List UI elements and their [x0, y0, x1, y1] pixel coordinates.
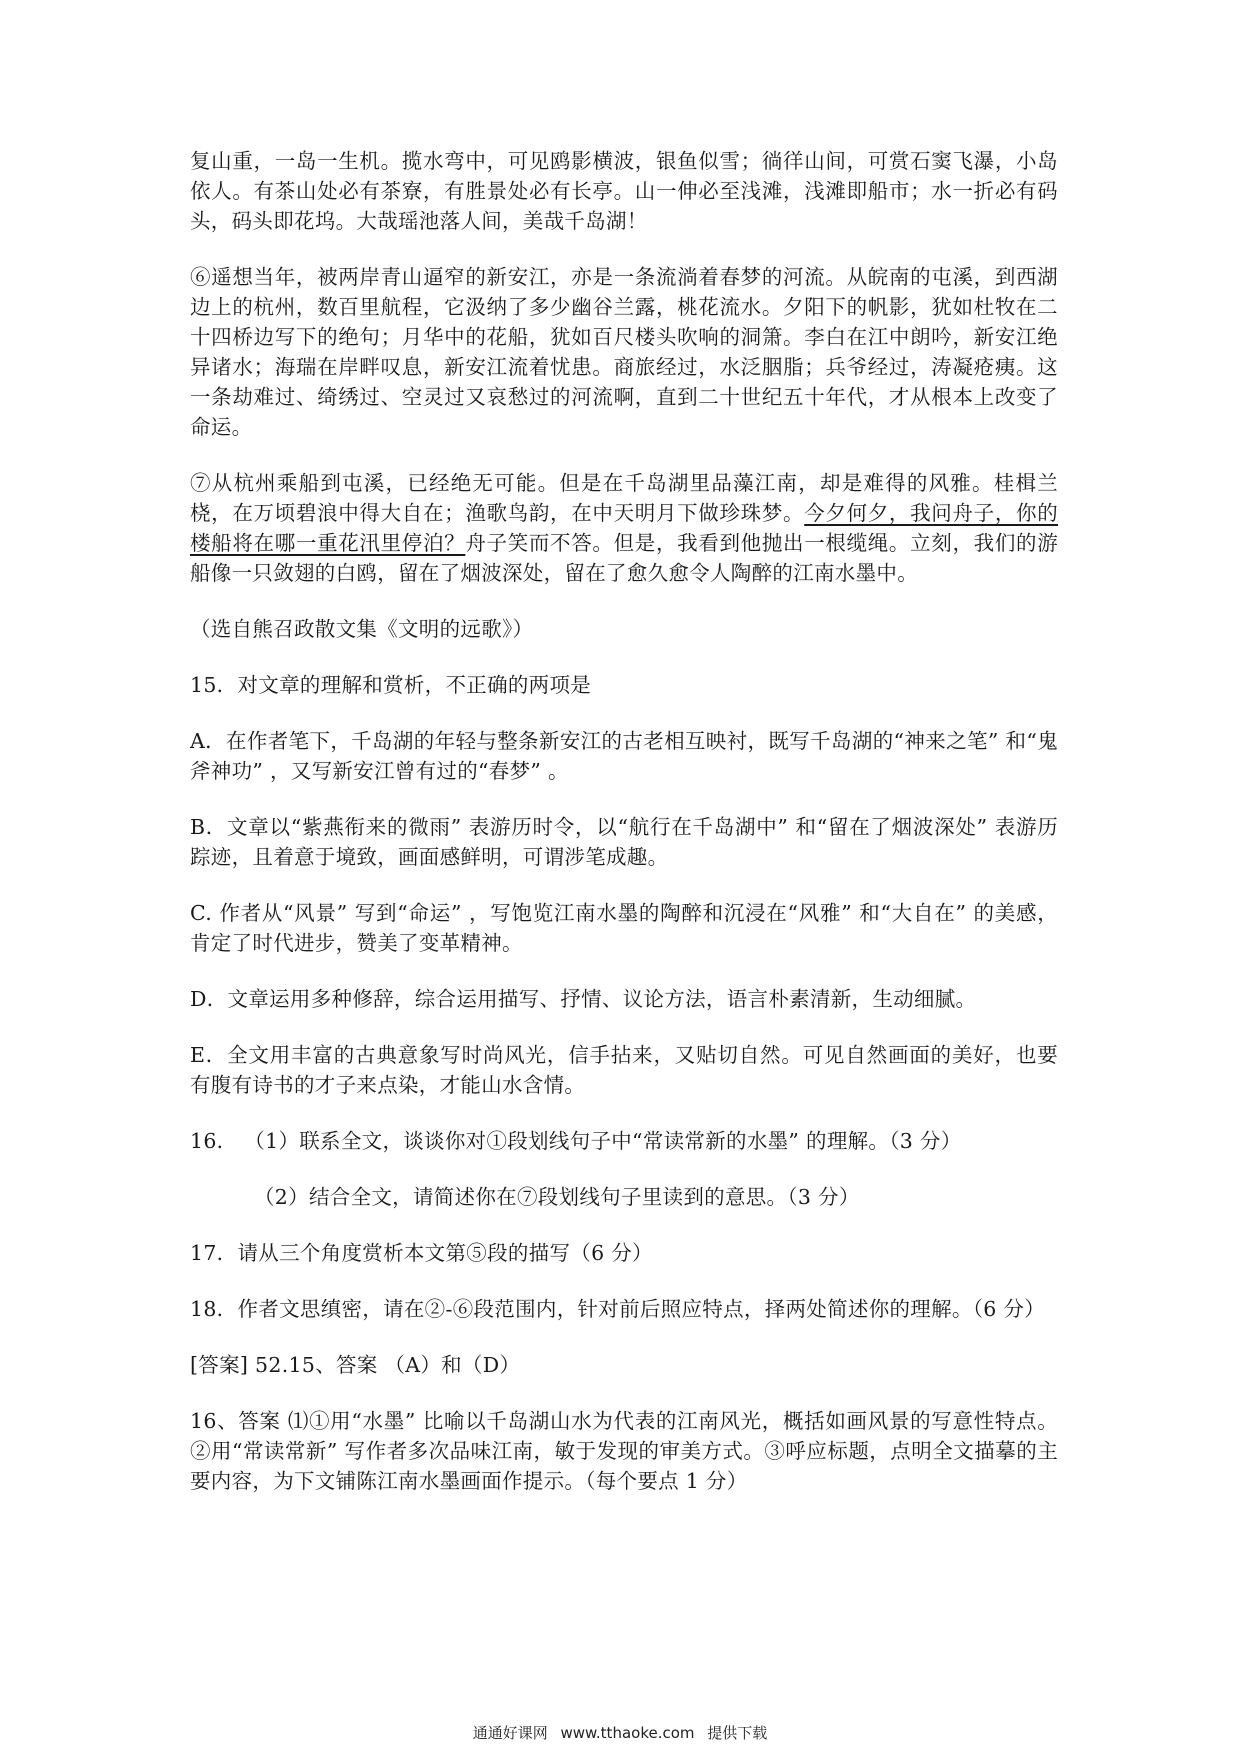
question-15-option-b: B．文章以“紫燕衔来的微雨” 表游历时令，以“航行在千岛湖中” 和“留在了烟波深处” 表游历踪迹，且着意于境致，画面感鲜明，可谓涉笔成趣。: [190, 815, 1058, 869]
answer-15: [答案] 52.15、答案 （A）和（D）: [190, 1353, 521, 1377]
source-note: （选自熊召政散文集《文明的远歌》）: [190, 617, 534, 641]
question-18: 18．作者文思缜密，请在②-⑥段范围内，针对前后照应特点，择两处简述你的理解。（6 分）: [190, 1297, 1046, 1321]
paragraph-7-text-b: 舟子笑而不答。但是，我看到他抛出一根缆绳。立刻，我们的游船像一只敛翅的白鸥，留在了烟波深处，留在了愈久愈令人陶醉的江南水墨中。: [190, 531, 1058, 585]
paragraph-7: [190, 468, 1058, 588]
question-15-option-a: A．在作者笔下，千岛湖的年轻与整条新安江的古老相互映衬，既写千岛湖的“神来之笔” 和“鬼斧神功” ，又写新安江曾有过的“春梦” 。: [190, 729, 1058, 783]
answer-16: 16、答案 ⑴①用“水墨” 比喻以千岛湖山水为代表的江南风光，概括如画风景的写意性特点。②用“常读常新” 写作者多次品味江南，敏于发现的审美方式。③呼应标题，点明全文描摹的主要内容，为下文铺陈江南水墨画面作提示。（每个要点 1 分）: [190, 1409, 1058, 1493]
footer-url[interactable]: www.tthaoke.com: [560, 1724, 695, 1742]
paragraph-5-continued: 复山重，一岛一生机。揽水弯中，可见鸥影横波，银鱼似雪；徜徉山间，可赏石窦飞瀑，小岛依人。有茶山处必有茶寮，有胜景处必有长亭。山一伸必至浅滩，浅滩即船市；水一折必有码头，码头即花坞。大哉瑶池落人间，美哉千岛湖！: [190, 149, 1058, 233]
document-body: [190, 146, 1058, 1522]
question-15-option-d: D．文章运用多种修辞，综合运用描写、抒情、议论方法，语言朴素清新，生动细腻。: [190, 987, 977, 1011]
footer-site-name: 通通好课网: [472, 1724, 548, 1742]
paragraph-7-text-a: ⑦从杭州乘船到屯溪，已经绝无可能。但是在千岛湖里品藻江南，却是难得的风雅。桂楫兰桡，在万顷碧浪中得大自在；渔歌鸟韵，在中天明月下做珍珠梦。: [190, 471, 1058, 525]
question-17: 17．请从三个角度赏析本文第⑤段的描写（6 分）: [190, 1241, 653, 1265]
question-15-option-e: E．全文用丰富的古典意象写时尚风光，信手拈来，又贴切自然。可见自然画面的美好，也要有腹有诗书的才子来点染，才能山水含情。: [190, 1043, 1058, 1097]
paragraph-6: ⑥遥想当年，被两岸青山逼窄的新安江，亦是一条流淌着春梦的河流。从皖南的屯溪，到西湖边上的杭州，数百里航程，它汲纳了多少幽谷兰露，桃花流水。夕阳下的帆影，犹如杜牧在二十四桥边写下的绝句；月华中的花船，犹如百尺楼头吹响的洞箫。李白在江中朗吟，新安江绝异诸水；海瑞在岸畔叹息，新安江流着忧患。商旅经过，水泛胭脂；兵爷经过，涛凝疮痍。这一条劫难过、绮绣过、空灵过又哀愁过的河流啊，直到二十世纪五十年代，才从根本上改变了命运。: [190, 265, 1058, 439]
footer-suffix: 提供下载: [707, 1724, 768, 1742]
paragraph-7-underlined-sentence: 今夕何夕，我问舟子，你的楼船将在哪一重花汛里停泊？: [190, 501, 1058, 555]
question-15-option-c: C. 作者从“风景” 写到“命运” ，写饱览江南水墨的陶醉和沉浸在“风雅” 和“大自在” 的美感，肯定了时代进步，赞美了变革精神。: [190, 901, 1058, 955]
page-footer: [0, 1722, 1240, 1743]
question-15: 15．对文章的理解和赏析，不正确的两项是: [190, 673, 592, 697]
question-16-part-2: （2）结合全文，请简述你在⑦段划线句子里读到的意思。（3 分）: [254, 1185, 860, 1209]
question-16-part-1: 16． （1）联系全文，谈谈你对①段划线句子中“常读常新的水墨” 的理解。（3 分）: [190, 1129, 962, 1153]
